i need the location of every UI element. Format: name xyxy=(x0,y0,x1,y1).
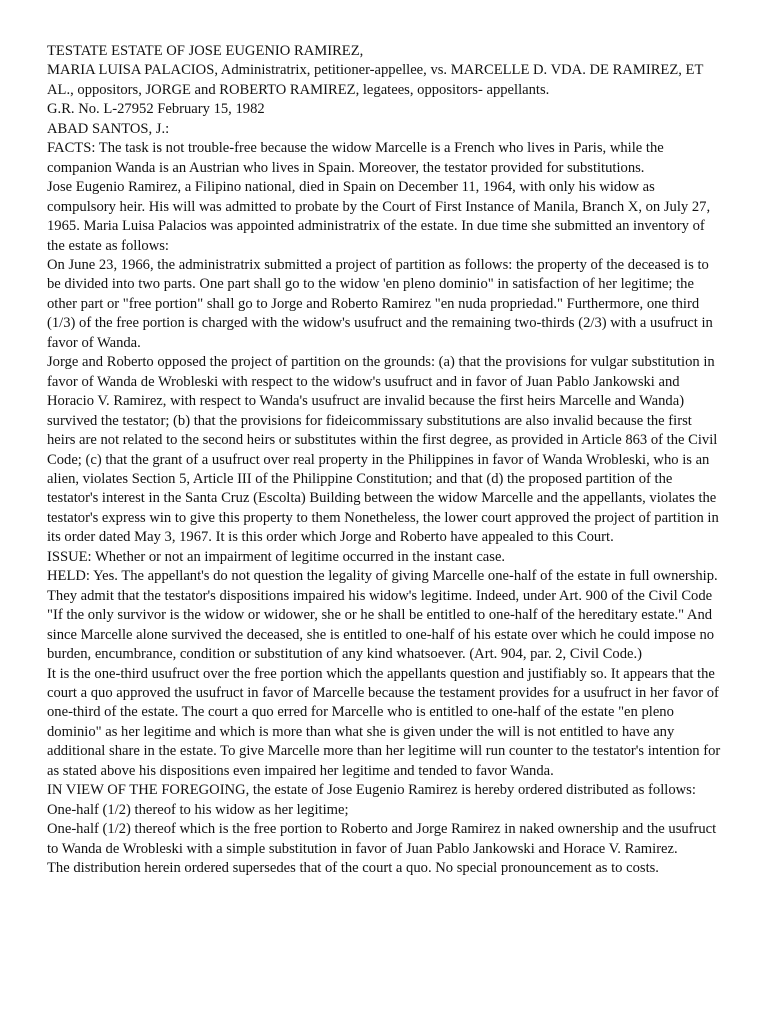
held-paragraph: HELD: Yes. The appellant's do not question the legality of giving Marcelle one-half of the estate in full ownership. They admit that the testator's dispositions impaired his widow's legitime. Indeed, under Art. 900 of the Civil Code "If the only survivor is the widow or widower, she or he shall be entitled to one-half of the hereditary estate." And since Marcelle alone survived the deceased, she is entitled to one-half of his estate over which he could impose no burden, encumbrance, condition or substitution of any kind whatsoever. (Art. 904, par. 2, Civil Code.) xyxy=(47,568,722,663)
dispositive-intro-paragraph: IN VIEW OF THE FOREGOING, the estate of Jose Eugenio Ramirez is hereby ordered distributed as follows: xyxy=(47,782,696,799)
ponente: ABAD SANTOS, J.: xyxy=(47,120,170,137)
opposition-paragraph: Jorge and Roberto opposed the project of partition on the grounds: (a) that the provisions for vulgar substitution in favor of Wanda de Wrobleski with respect to the widow's usufruct and in favor of Juan Pablo Jankowski and Horacio V. Ramirez, with respect to Wanda's usufruct are invalid because the first heirs Marcelle and Wanda) survived the testator; (b) that the provisions for fideicommissary substitutions are also invalid because the first heirs are not related to the second heirs or substitutes within the first degree, as provided in Article 863 of the Civil Code; (c) that the grant of a usufruct over real property in the Philippines in favor of Wanda Wrobleski, who is an alien, violates Section 5, Article III of the Philippine Constitution; and that (d) the proposed partition of the testator's interest in the Santa Cruz (Escolta) Building between the widow Marcelle and the appellants, violates the testator's express win to give this property to them Nonetheless, the lower court approved the project of partition in its order dated May 3, 1967. It is this order which Jorge and Roberto have appealed to this Court. xyxy=(47,354,723,546)
partition-paragraph: On June 23, 1966, the administratrix submitted a project of partition as follows: the property of the deceased is to be divided into two parts. One part shall go to the widow 'en pleno dominio" in satisfaction of her legitime; the other part or "free portion" shall go to Jorge and Roberto Ramirez "en nuda propriedad." Furthermore, one third (1/3) of the free portion is charged with the widow's usufruct and the remaining two-thirds (2/3) with a usufruct in favor of Wanda. xyxy=(47,256,717,351)
facts-background-paragraph: Jose Eugenio Ramirez, a Filipino national, died in Spain on December 11, 1964, with only his widow as compulsory heir. His will was admitted to probate by the Court of First Instance of Manila, Branch X, on July 27, 1965. Maria Luisa Palacios was appointed administratrix of the estate. In due time she submitted an inventory of the estate as follows: xyxy=(47,179,714,254)
dispositive-item-widow: One-half (1/2) thereof to his widow as her legitime; xyxy=(47,801,349,818)
closing-paragraph: The distribution herein ordered supersedes that of the court a quo. No special pronouncement as to costs. xyxy=(47,860,659,877)
dispositive-item-free-portion: One-half (1/2) thereof which is the free portion to Roberto and Jorge Ramirez in naked ownership and the usufruct to Wanda de Wrobleski with a simple substitution in favor of Juan Pablo Jankowski and Horace V. Ramirez. xyxy=(47,821,720,857)
case-title: TESTATE ESTATE OF JOSE EUGENIO RAMIREZ, xyxy=(47,43,364,59)
facts-paragraph: FACTS: The task is not trouble-free because the widow Marcelle is a French who lives in Paris, while the companion Wanda is an Austrian who lives in Spain. Moreover, the testator provided for substitutions. xyxy=(47,140,668,176)
usufruct-paragraph: It is the one-third usufruct over the free portion which the appellants question and justifiably so. It appears that the court a quo approved the usufruct in favor of Marcelle because the testament provides for a usufruct in her favor of one-third of the estate. The court a quo erred for Marcelle who is entitled to one-half of the estate "en pleno dominio" as her legitime and which is more than what she is given under the will is not entitled to have any xyxy=(47,665,723,740)
case-parties: MARIA LUISA PALACIOS, Administratrix, petitioner-appellee, vs. MARCELLE D. VDA. DE RAMIREZ, ET AL., oppositors, JORGE and ROBERTO RAMIREZ, legatees, oppositors- appellants. xyxy=(47,62,706,98)
usufruct-continuation-paragraph: additional share in the estate. To give Marcelle more than her legitime will run counter to the testator's intention for as stated above his dispositions even impaired her legitime and tended to favor Wanda. xyxy=(47,743,724,779)
issue-paragraph: ISSUE: Whether or not an impairment of legitime occurred in the instant case. xyxy=(47,548,506,565)
gr-number: G.R. No. L-27952 February 15, 1982 xyxy=(47,101,265,118)
